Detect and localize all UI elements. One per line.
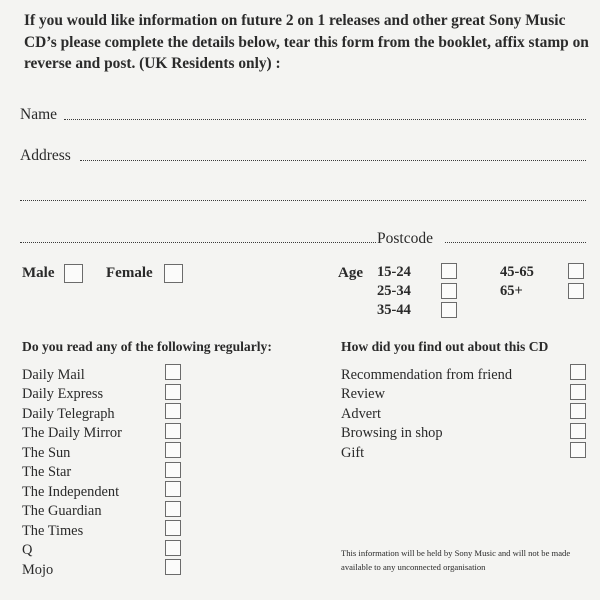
reading-item-mojo: Mojo — [22, 562, 54, 578]
age-35-44-checkbox[interactable] — [441, 302, 457, 318]
female-checkbox[interactable] — [164, 264, 183, 283]
address-label: Address — [20, 147, 71, 164]
the-guardian-checkbox[interactable] — [165, 501, 181, 517]
reading-item-the-sun: The Sun — [22, 445, 71, 461]
discovery-heading: How did you find out about this CD — [341, 339, 549, 354]
reading-item-the-star: The Star — [22, 464, 72, 480]
female-label: Female — [106, 265, 153, 281]
the-independent-checkbox[interactable] — [165, 481, 181, 497]
daily-mail-checkbox[interactable] — [165, 364, 181, 380]
reading-item-daily-express: Daily Express — [22, 386, 104, 402]
daily-mirror-checkbox[interactable] — [165, 423, 181, 439]
reading-item-daily-telegraph: Daily Telegraph — [22, 406, 115, 422]
mojo-checkbox[interactable] — [165, 559, 181, 575]
reading-item-the-independent: The Independent — [22, 484, 120, 500]
age-option-35-44: 35-44 — [377, 302, 411, 318]
reading-heading: Do you read any of the following regularly: — [22, 339, 272, 354]
address-field-line-1[interactable] — [80, 160, 586, 161]
discovery-item-advert: Advert — [341, 406, 381, 422]
privacy-notice: This information will be held by Sony Music and will not be made available to any unconnected organisation — [341, 548, 571, 572]
age-15-24-checkbox[interactable] — [441, 263, 457, 279]
the-times-checkbox[interactable] — [165, 520, 181, 536]
discovery-item-recommendation: Recommendation from friend — [341, 367, 513, 383]
reading-item-the-times: The Times — [22, 523, 84, 539]
age-option-45-65: 45-65 — [500, 264, 534, 280]
discovery-item-gift: Gift — [341, 445, 365, 461]
reading-item-daily-mirror: The Daily Mirror — [22, 425, 122, 441]
age-option-15-24: 15-24 — [377, 264, 411, 280]
age-25-34-checkbox[interactable] — [441, 283, 457, 299]
daily-telegraph-checkbox[interactable] — [165, 403, 181, 419]
intro-text: If you would like information on future 2 on 1 releases and other great Sony Music CD’s please complete the details below, tear this form from the booklet, affix stamp on reverse and post. (UK Residents only) : — [24, 12, 589, 72]
advert-checkbox[interactable] — [570, 403, 586, 419]
reading-item-daily-mail: Daily Mail — [22, 367, 85, 383]
browsing-checkbox[interactable] — [570, 423, 586, 439]
age-45-65-checkbox[interactable] — [568, 263, 584, 279]
gift-checkbox[interactable] — [570, 442, 586, 458]
male-checkbox[interactable] — [64, 264, 83, 283]
address-field-line-2[interactable] — [20, 200, 586, 201]
age-label: Age — [338, 265, 363, 281]
the-sun-checkbox[interactable] — [165, 442, 181, 458]
q-checkbox[interactable] — [165, 540, 181, 556]
reading-item-q: Q — [22, 542, 33, 558]
recommendation-checkbox[interactable] — [570, 364, 586, 380]
discovery-item-browsing: Browsing in shop — [341, 425, 443, 441]
the-star-checkbox[interactable] — [165, 462, 181, 478]
age-option-25-34: 25-34 — [377, 283, 411, 299]
daily-express-checkbox[interactable] — [165, 384, 181, 400]
postcode-field[interactable] — [445, 242, 586, 243]
age-option-65-plus: 65+ — [500, 283, 523, 299]
name-field[interactable] — [64, 119, 586, 120]
male-label: Male — [22, 265, 55, 281]
age-65-plus-checkbox[interactable] — [568, 283, 584, 299]
address-field-line-3[interactable] — [20, 242, 376, 243]
name-label: Name — [20, 106, 58, 123]
postcode-label: Postcode — [377, 230, 433, 247]
reading-item-the-guardian: The Guardian — [22, 503, 102, 519]
discovery-item-review: Review — [341, 386, 385, 402]
review-checkbox[interactable] — [570, 384, 586, 400]
